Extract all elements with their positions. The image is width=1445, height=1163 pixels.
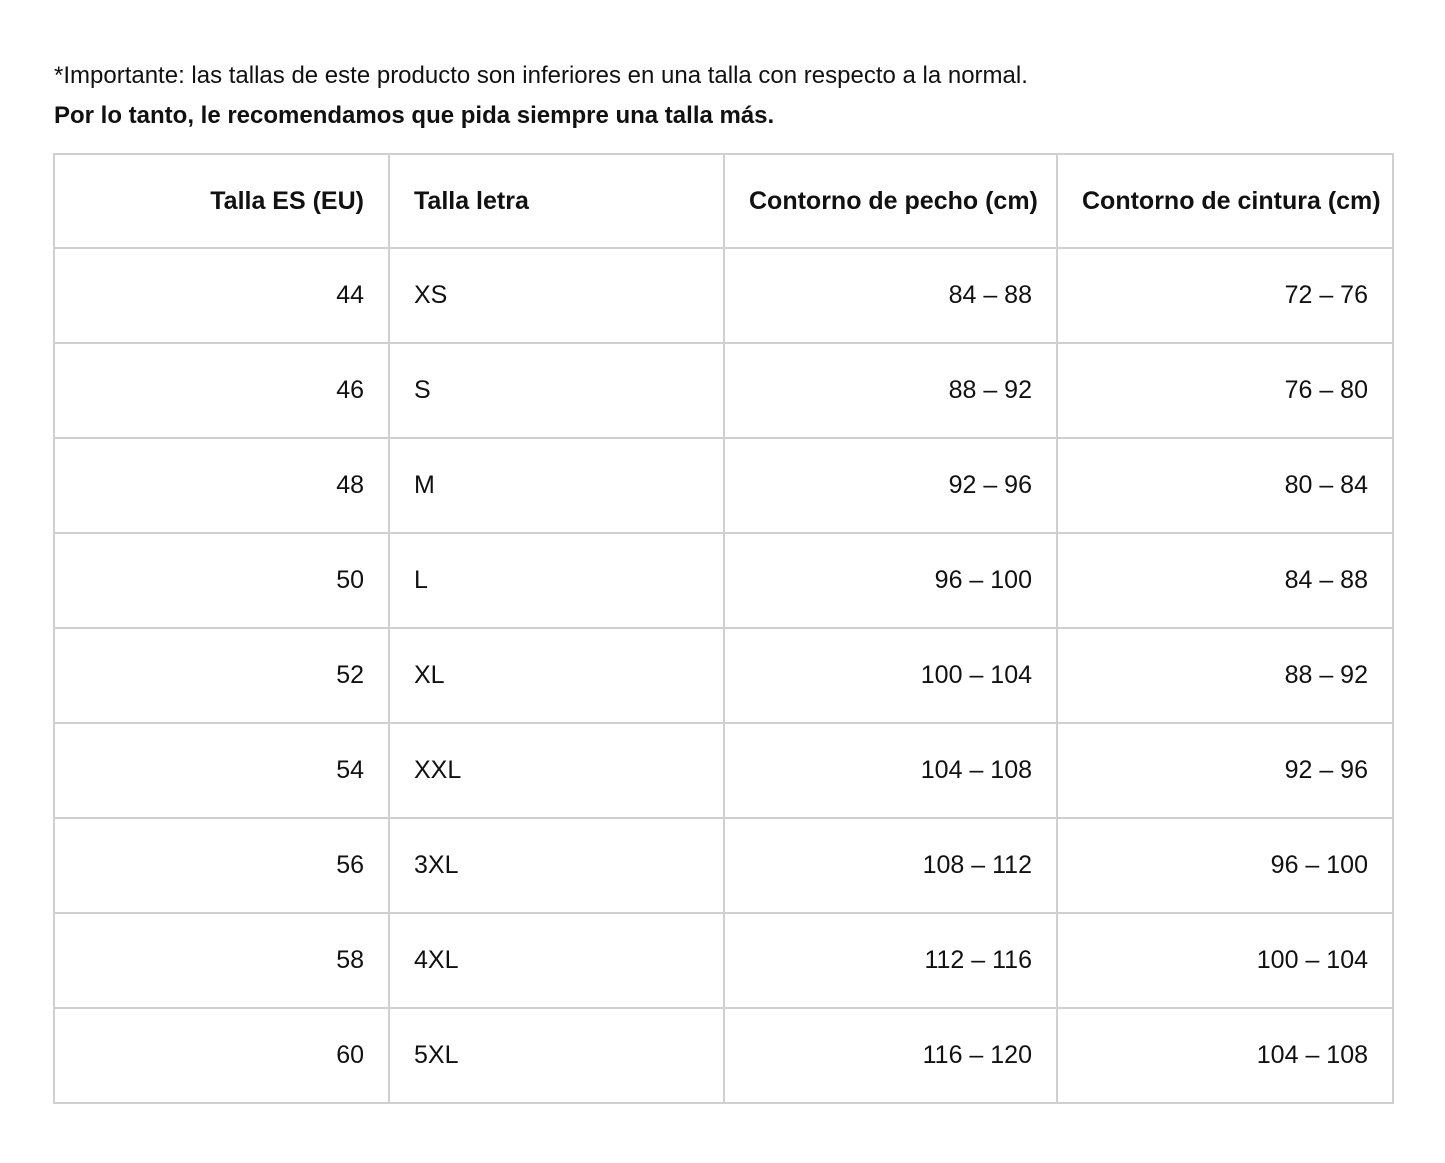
cell-contorno-cintura: 100 – 104 xyxy=(1057,913,1393,1008)
table-row xyxy=(54,533,1393,628)
table-row xyxy=(54,438,1393,533)
cell-contorno-cintura: 96 – 100 xyxy=(1057,818,1393,913)
cell-talla-letra: 4XL xyxy=(389,913,724,1008)
header-contorno-cintura: Contorno de cintura (cm) xyxy=(1057,154,1393,248)
cell-contorno-cintura: 76 – 80 xyxy=(1057,343,1393,438)
cell-contorno-pecho: 88 – 92 xyxy=(724,343,1057,438)
cell-talla-letra: XXL xyxy=(389,723,724,818)
cell-talla-es: 52 xyxy=(54,628,389,723)
notice-block xyxy=(54,56,1354,136)
table-row xyxy=(54,1008,1393,1103)
cell-contorno-cintura: 92 – 96 xyxy=(1057,723,1393,818)
cell-talla-es: 60 xyxy=(54,1008,389,1103)
cell-contorno-pecho: 112 – 116 xyxy=(724,913,1057,1008)
notice-recommendation-text: Por lo tanto, le recomendamos que pida siempre una talla más. xyxy=(54,102,775,129)
cell-contorno-pecho: 104 – 108 xyxy=(724,723,1057,818)
cell-talla-es: 44 xyxy=(54,248,389,343)
notice-important-text: *Importante: las tallas de este producto son inferiores en una talla con respecto a la normal. xyxy=(54,62,1028,89)
cell-talla-es: 50 xyxy=(54,533,389,628)
cell-talla-es: 54 xyxy=(54,723,389,818)
cell-talla-es: 46 xyxy=(54,343,389,438)
cell-talla-letra: M xyxy=(389,438,724,533)
table-row xyxy=(54,628,1393,723)
header-talla-letra: Talla letra xyxy=(389,154,724,248)
table-row xyxy=(54,723,1393,818)
cell-contorno-pecho: 92 – 96 xyxy=(724,438,1057,533)
cell-contorno-cintura: 72 – 76 xyxy=(1057,248,1393,343)
cell-contorno-cintura: 104 – 108 xyxy=(1057,1008,1393,1103)
cell-contorno-pecho: 100 – 104 xyxy=(724,628,1057,723)
header-contorno-pecho: Contorno de pecho (cm) xyxy=(724,154,1057,248)
cell-talla-letra: XS xyxy=(389,248,724,343)
cell-talla-letra: L xyxy=(389,533,724,628)
cell-contorno-pecho: 108 – 112 xyxy=(724,818,1057,913)
cell-contorno-pecho: 96 – 100 xyxy=(724,533,1057,628)
cell-talla-letra: S xyxy=(389,343,724,438)
size-chart-table xyxy=(53,153,1394,1104)
table-row xyxy=(54,913,1393,1008)
table-row xyxy=(54,818,1393,913)
table-row xyxy=(54,343,1393,438)
cell-talla-es: 58 xyxy=(54,913,389,1008)
table-row xyxy=(54,248,1393,343)
cell-talla-letra: 5XL xyxy=(389,1008,724,1103)
cell-contorno-pecho: 84 – 88 xyxy=(724,248,1057,343)
cell-contorno-cintura: 88 – 92 xyxy=(1057,628,1393,723)
cell-contorno-pecho: 116 – 120 xyxy=(724,1008,1057,1103)
header-talla-es: Talla ES (EU) xyxy=(54,154,389,248)
cell-talla-es: 56 xyxy=(54,818,389,913)
cell-talla-letra: 3XL xyxy=(389,818,724,913)
cell-talla-letra: XL xyxy=(389,628,724,723)
cell-contorno-cintura: 84 – 88 xyxy=(1057,533,1393,628)
cell-contorno-cintura: 80 – 84 xyxy=(1057,438,1393,533)
table-header-row xyxy=(54,154,1393,248)
cell-talla-es: 48 xyxy=(54,438,389,533)
